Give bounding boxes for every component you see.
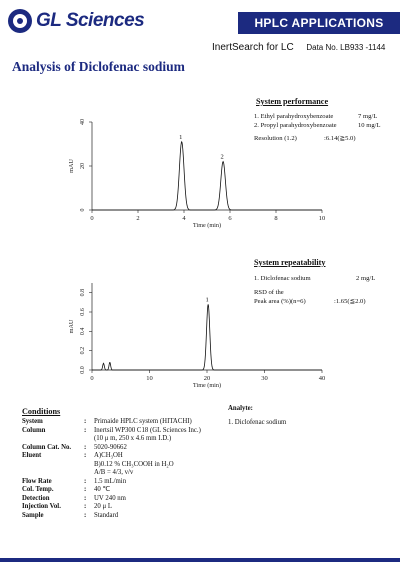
- x-tick-label: 2: [136, 215, 140, 222]
- chromatogram-trace: [92, 142, 322, 210]
- condition-key: Flow Rate: [22, 477, 52, 485]
- system-repeatability-heading: System repeatability: [254, 258, 326, 267]
- banner: HPLC APPLICATIONS: [238, 12, 400, 34]
- condition-value: 40 ℃: [94, 486, 111, 493]
- condition-value: UV 240 nm: [94, 494, 126, 502]
- analyte-heading: Analyte:: [228, 405, 253, 412]
- condition-key: Detection: [22, 494, 50, 502]
- condition-key: System: [22, 418, 43, 425]
- system-performance-heading: System performance: [256, 97, 329, 106]
- condition-row: [22, 478, 222, 487]
- x-tick-label: 4: [182, 215, 186, 222]
- y-tick-label: 0.2: [80, 346, 86, 355]
- condition-row: [22, 495, 222, 504]
- x-tick-label: 10: [146, 375, 153, 382]
- x-tick-label: 40: [318, 375, 326, 382]
- condition-value: 20 μ L: [94, 503, 112, 510]
- condition-value: Primaide HPLC system (HITACHI): [94, 418, 192, 425]
- condition-key: Column: [22, 426, 46, 434]
- y-tick-label: 0.0: [80, 366, 86, 374]
- y-tick-label: 0.8: [80, 288, 86, 297]
- condition-colon: :: [84, 452, 87, 459]
- y-tick-label: 20: [80, 163, 86, 169]
- condition-row: [22, 427, 222, 444]
- page-title: Analysis of Diclofenac sodium: [12, 59, 185, 74]
- condition-colon: :: [84, 418, 87, 425]
- condition-value: 1.5 mL/min: [94, 477, 127, 485]
- logo-text: GL Sciences: [36, 10, 145, 31]
- footer-rule: [0, 558, 400, 562]
- x-tick-label: 6: [228, 215, 232, 222]
- condition-colon: :: [84, 477, 87, 485]
- condition-key: Col. Temp.: [22, 486, 54, 493]
- perf-item-1: 1. Ethyl parahydroxybenzoate 7 mg/L: [254, 113, 378, 120]
- condition-colon: :: [84, 494, 87, 502]
- condition-value: A)CH₃OH B)0.12 % CH₃COOH in H₂O A/B = 4/3, v/v: [94, 452, 174, 476]
- condition-value: 5020-90662: [94, 443, 127, 451]
- condition-colon: :: [84, 443, 87, 451]
- x-tick-label: 20: [203, 375, 211, 382]
- conditions-table: [22, 418, 222, 520]
- x-axis-label: Time (min): [192, 382, 222, 389]
- condition-row: [22, 503, 222, 512]
- system-repeatability-info: [254, 274, 394, 306]
- condition-value: Standard: [94, 511, 119, 519]
- x-axis-label: Time (min): [192, 222, 222, 229]
- peak-label: 2: [220, 153, 224, 161]
- x-tick-label: 30: [261, 375, 268, 382]
- peak-label: 1: [205, 296, 209, 304]
- repeat-item: 1. Diclofenac sodium 2 mg/L: [254, 275, 376, 282]
- condition-key: Eluent: [22, 452, 42, 459]
- condition-colon: :: [84, 486, 87, 493]
- y-tick-label: 40: [80, 119, 86, 125]
- condition-row: [22, 418, 222, 427]
- y-tick-label: 0.4: [80, 327, 86, 336]
- condition-key: Injection Vol.: [22, 503, 61, 510]
- condition-row: [22, 452, 222, 478]
- condition-colon: :: [84, 511, 87, 519]
- condition-row: [22, 512, 222, 521]
- rsd-line1: RSD of the: [254, 289, 284, 296]
- data-number: Data No. LB933 -1144: [306, 43, 386, 52]
- y-axis-label: mAU: [68, 319, 75, 334]
- x-tick-label: 10: [318, 215, 326, 222]
- analyte-item: 1. Diclofenac sodium: [228, 419, 287, 426]
- condition-row: [22, 486, 222, 495]
- peak-label: 1: [179, 133, 183, 141]
- condition-key: Sample: [22, 511, 44, 519]
- x-tick-label: 0: [90, 375, 94, 382]
- x-tick-label: 8: [274, 215, 278, 222]
- condition-colon: :: [84, 503, 87, 510]
- condition-colon: :: [84, 426, 87, 434]
- perf-item-2: 2. Propyl parahydroxybenzoate 10 mg/L: [254, 122, 381, 129]
- y-axis-label: mAU: [68, 159, 75, 173]
- condition-key: Column Cat. No.: [22, 443, 72, 451]
- y-tick-label: 0: [80, 208, 86, 212]
- analyte-block: [228, 405, 286, 426]
- condition-row: [22, 444, 222, 453]
- rsd-row: Peak area (%)(n=6) :1.65(≦2.0): [254, 298, 366, 305]
- y-tick-label: 0.6: [80, 308, 86, 316]
- x-tick-label: 0: [90, 215, 94, 222]
- conditions-heading: Conditions: [22, 407, 61, 416]
- resolution-row: Resolution (1.2) :6.14(≧5.0): [254, 135, 356, 142]
- condition-value: Inertsil WP300 C18 (GL Sciences Inc.) (10 μ m, 250 x 4.6 mm I.D.): [94, 426, 201, 442]
- product-name: InertSearch for LC: [212, 42, 294, 53]
- chromatogram-trace: [92, 304, 322, 370]
